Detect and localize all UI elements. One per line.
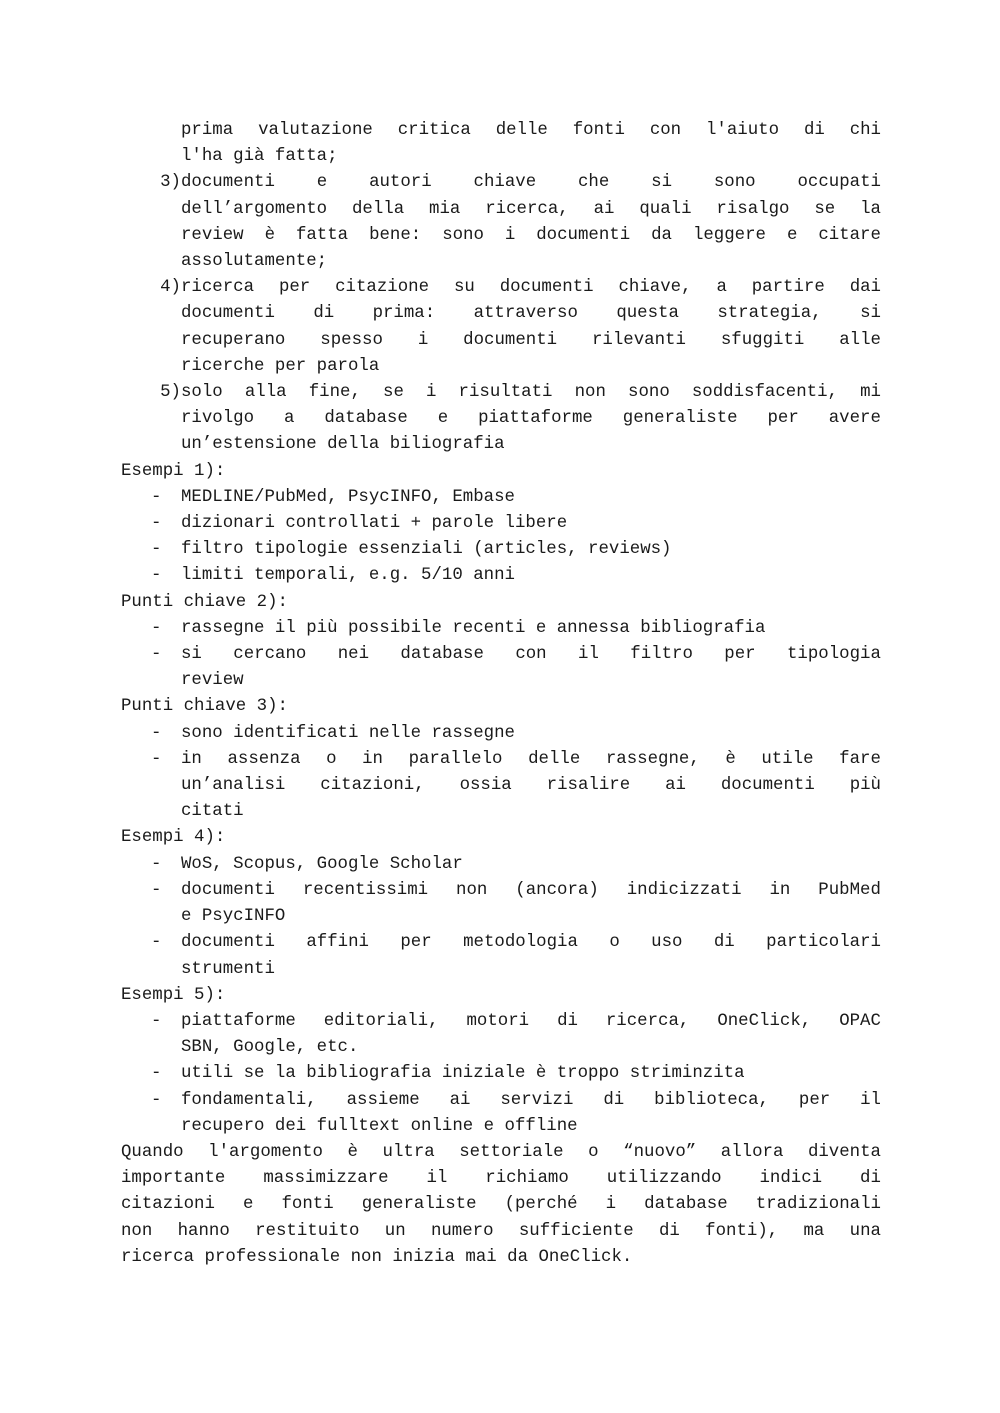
text-line: un’estensione della biliografia: [181, 435, 505, 455]
item-2-continuation: [121, 118, 881, 170]
text-line: ricerche per parola: [181, 356, 380, 376]
bullet-dash: -: [151, 854, 162, 874]
text-line: ricerca per citazione su documenti chiave, a partire dai: [181, 278, 881, 298]
section-heading: Esempi 1):: [121, 461, 226, 481]
text-line: fondamentali, assieme ai servizi di biblioteca, per il: [181, 1090, 881, 1110]
text-line: un’analisi citazioni, ossia risalire ai documenti più: [181, 776, 881, 796]
text-line: solo alla fine, se i risultati non sono soddisfacenti, mi: [181, 383, 881, 403]
text-line: sono identificati nelle rassegne: [181, 723, 515, 743]
bullet-dash: -: [151, 880, 162, 900]
bullet-dash: -: [151, 514, 162, 534]
bullet-item: [121, 1009, 881, 1061]
text-line: dizionari controllati + parole libere: [181, 514, 568, 534]
section-heading: Esempi 4):: [121, 828, 226, 848]
text-line: review è fatta bene: sono i documenti da leggere e citare: [181, 225, 881, 245]
text-line: filtro tipologie essenziali (articles, reviews): [181, 540, 672, 560]
bullet-item: [121, 747, 881, 826]
text-line: WoS, Scopus, Google Scholar: [181, 854, 463, 874]
text-line: SBN, Google, etc.: [181, 1038, 359, 1058]
document-page: [121, 118, 881, 1271]
section-2: [121, 590, 881, 695]
text-line: limiti temporali, e.g. 5/10 anni: [181, 566, 515, 586]
closing-paragraph: [121, 1140, 881, 1271]
bullet-item: [121, 721, 881, 747]
text-line: l'ha già fatta;: [181, 147, 338, 167]
text-line: citazioni e fonti generaliste (perché i database tradizionali: [121, 1195, 881, 1215]
section-1: [121, 459, 881, 590]
section-4: [121, 825, 881, 982]
bullet-dash: -: [151, 487, 162, 507]
text-line: dell’argomento della mia ricerca, ai quali risalgo se la: [181, 199, 881, 219]
section-5: [121, 983, 881, 1140]
numbered-item-3: [121, 170, 881, 275]
text-line: MEDLINE/PubMed, PsycINFO, Embase: [181, 487, 515, 507]
sections: [121, 459, 881, 1140]
section-heading: Punti chiave 2):: [121, 592, 288, 612]
numbered-item-4: [121, 275, 881, 380]
text-line: piattaforme editoriali, motori di ricerca, OneClick, OPAC: [181, 1011, 881, 1031]
text-line: in assenza o in parallelo delle rassegne, è utile fare: [181, 749, 881, 769]
text-line: documenti di prima: attraverso questa strategia, si: [181, 304, 881, 324]
text-line: citati: [181, 802, 244, 822]
bullet-item: [121, 878, 881, 930]
text-line: rivolgo a database e piattaforme generaliste per avere: [181, 409, 881, 429]
text-line: e PsycINFO: [181, 907, 286, 927]
bullet-item: [121, 642, 881, 694]
text-line: non hanno restituito un numero sufficiente di fonti), ma una: [121, 1221, 881, 1241]
bullet-item: [121, 930, 881, 982]
section-heading: Punti chiave 3):: [121, 697, 288, 717]
bullet-item: [121, 1088, 881, 1140]
item-number: 4): [160, 278, 181, 298]
section-3: [121, 694, 881, 825]
item-number: 3): [160, 173, 181, 193]
bullet-item: [121, 485, 881, 511]
bullet-item: [121, 852, 881, 878]
bullet-item: [121, 616, 881, 642]
bullet-dash: -: [151, 566, 162, 586]
text-line: importante massimizzare il richiamo utilizzando indici di: [121, 1169, 881, 1189]
text-line: recupero dei fulltext online e offline: [181, 1116, 578, 1136]
bullet-item: [121, 1061, 881, 1087]
text-line: Quando l'argomento è ultra settoriale o “nuovo” allora diventa: [121, 1142, 881, 1162]
text-line: documenti e autori chiave che si sono occupati: [181, 173, 881, 193]
item-number: 5): [160, 383, 181, 403]
text-line: documenti recentissimi non (ancora) indicizzati in PubMed: [181, 880, 881, 900]
bullet-dash: -: [151, 723, 162, 743]
bullet-dash: -: [151, 749, 162, 769]
text-line: assolutamente;: [181, 252, 328, 272]
text-line: prima valutazione critica delle fonti con l'aiuto di chi: [181, 121, 881, 140]
bullet-dash: -: [151, 933, 162, 953]
text-line: rassegne il più possibile recenti e annessa bibliografia: [181, 618, 766, 638]
section-heading: Esempi 5):: [121, 985, 226, 1005]
text-line: review: [181, 671, 244, 691]
bullet-dash: -: [151, 1064, 162, 1084]
text-line: strumenti: [181, 959, 275, 979]
text-line: documenti affini per metodologia o uso di particolari: [181, 933, 881, 953]
bullet-item: [121, 537, 881, 563]
bullet-item: [121, 511, 881, 537]
numbered-item-5: [121, 380, 881, 459]
text-line: recuperano spesso i documenti rilevanti sfuggiti alle: [181, 330, 881, 350]
bullet-dash: -: [151, 1011, 162, 1031]
bullet-item: [121, 563, 881, 589]
bullet-dash: -: [151, 645, 162, 665]
bullet-dash: -: [151, 540, 162, 560]
bullet-dash: -: [151, 1090, 162, 1110]
bullet-dash: -: [151, 618, 162, 638]
text-line: si cercano nei database con il filtro per tipologia: [181, 645, 881, 665]
text-line: ricerca professionale non inizia mai da OneClick.: [121, 1247, 633, 1267]
text-line: utili se la bibliografia iniziale è troppo striminzita: [181, 1064, 745, 1084]
